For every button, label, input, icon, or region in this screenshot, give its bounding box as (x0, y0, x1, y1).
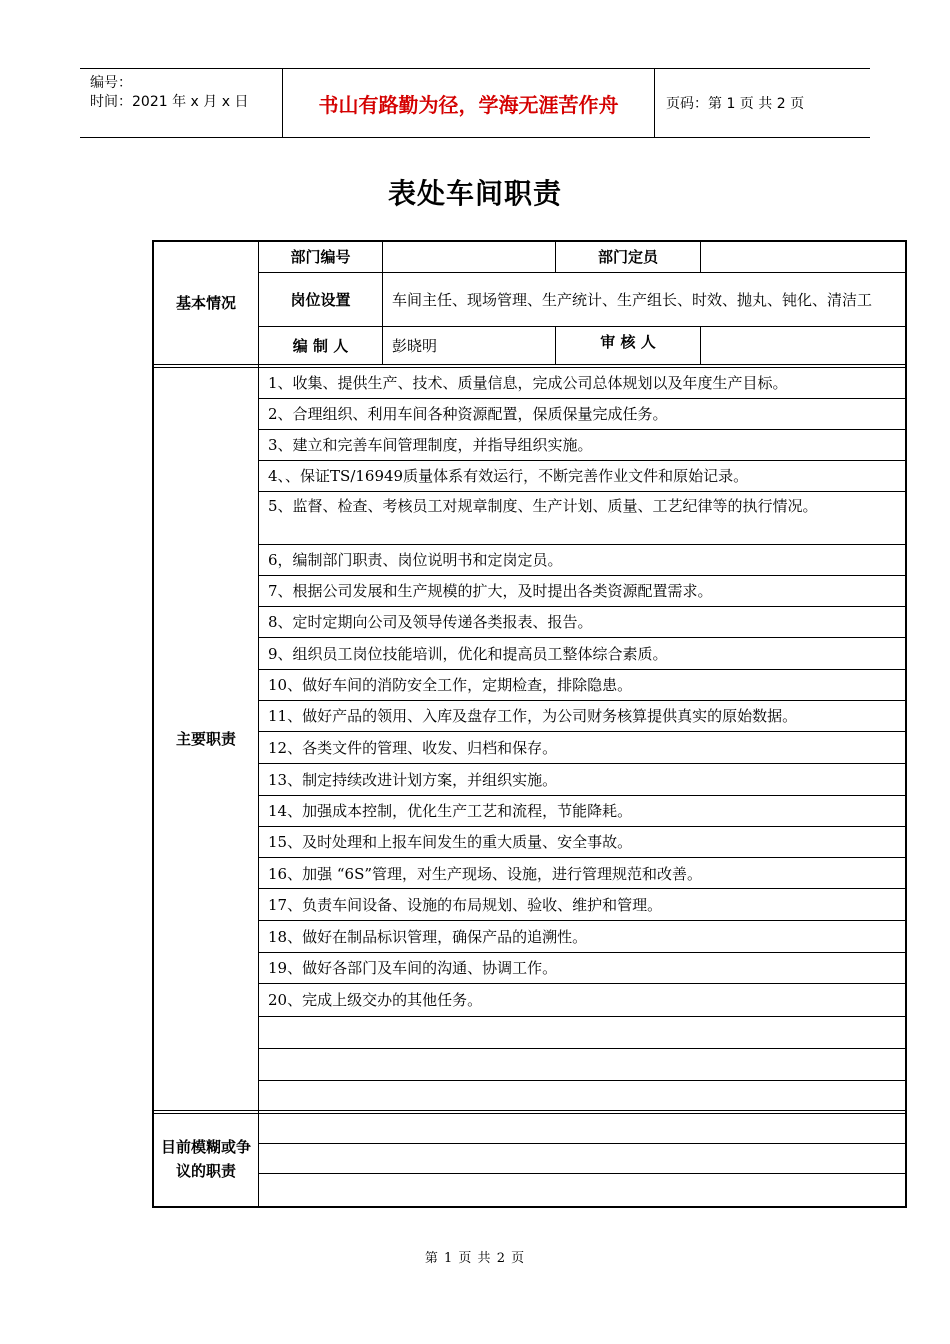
dept-staff-label: 部门定员 (597, 248, 658, 266)
basic-section-label: 基本情况 (175, 294, 236, 312)
duty-item: 15、及时处理和上报车间发生的重大质量、安全事故。 (268, 833, 633, 851)
dept-no-value (392, 242, 552, 272)
row-line (259, 952, 905, 953)
row-line (259, 398, 905, 399)
duty-item: 16、加强 “6S”管理，对生产现场、设施，进行管理规范和改善。 (268, 865, 703, 883)
column-line (700, 242, 701, 273)
duty-item: 6，编制部门职责、岗位说明书和定岗定员。 (268, 551, 563, 569)
header-meta (80, 69, 282, 137)
reviewer-value (708, 327, 898, 364)
document-title: 表处车间职责 (387, 177, 562, 210)
duty-item: 8、定时定期向公司及领导传递各类报表、报告。 (268, 613, 593, 631)
header-page-info: 页码：第 1 页 共 2 页 (666, 96, 805, 112)
duty-form (152, 240, 907, 1208)
row-line (259, 920, 905, 921)
row-line (259, 826, 905, 827)
duty-item: 14、加强成本控制，优化生产工艺和流程，节能降耗。 (268, 802, 633, 820)
section-line (154, 1110, 905, 1111)
section-line (154, 1113, 905, 1114)
row-line (259, 1048, 905, 1049)
section-line (154, 364, 905, 365)
duty-item: 18、做好在制品标识管理，确保产品的追溯性。 (268, 928, 588, 946)
row-line (259, 795, 905, 796)
row-line (259, 460, 905, 461)
duty-item: 13、制定持续改进计划方案，并组织实施。 (268, 771, 558, 789)
row-line (259, 1080, 905, 1081)
row-line (259, 888, 905, 889)
row-line (259, 1173, 905, 1174)
duty-item: 3、建立和完善车间管理制度，并指导组织实施。 (268, 436, 593, 454)
duty-item: 5、监督、检查、考核员工对规章制度、生产计划、质量、工艺纪律等的执行情况。 (268, 497, 818, 515)
duty-item: 4、、保证TS/16949质量体系有效运行，不断完善作业文件和原始记录。 (268, 467, 749, 485)
duty-item: 1、收集、提供生产、技术、质量信息，完成公司总体规划以及年度生产目标。 (268, 374, 788, 392)
row-line (259, 700, 905, 701)
row-line (259, 637, 905, 638)
header-divider (654, 69, 655, 137)
row-line (259, 763, 905, 764)
duty-item: 9、组织员工岗位技能培训，优化和提高员工整体综合素质。 (268, 645, 668, 663)
time-label: 时间：2021 年 x 月 x 日 (90, 94, 249, 110)
row-line (259, 429, 905, 430)
row-line (259, 1016, 905, 1017)
column-line (700, 326, 701, 365)
duty-item: 12、各类文件的管理、收发、归档和保存。 (268, 739, 558, 757)
editor-label: 编 制 人 (292, 336, 349, 355)
ambiguous-section-label: 目前模糊或争议的职责 (160, 1138, 251, 1180)
duty-item: 11、做好产品的领用、入库及盘存工作，为公司财务核算提供真实的原始数据。 (268, 707, 798, 725)
row-line (259, 575, 905, 576)
row-line (259, 544, 905, 545)
dept-no-label: 部门编号 (290, 248, 351, 266)
page-header (80, 68, 870, 138)
number-label: 编号： (90, 75, 132, 91)
position-label: 岗位设置 (290, 290, 351, 309)
duty-item: 10、做好车间的消防安全工作，定期检查，排除隐患。 (268, 676, 633, 694)
reviewer-label: 审 核 人 (600, 333, 656, 351)
editor-value: 彭晓明 (392, 336, 438, 355)
row-line (259, 606, 905, 607)
row-line (259, 491, 905, 492)
section-line (154, 367, 905, 368)
duty-item: 2、合理组织、利用车间各种资源配置，保质保量完成任务。 (268, 405, 668, 423)
row-line (259, 857, 905, 858)
duty-item: 20、完成上级交办的其他任务。 (268, 991, 483, 1009)
header-motto: 书山有路勤为径，学海无涯苦作舟 (318, 92, 619, 117)
column-line (382, 242, 383, 365)
duty-item: 19、做好各部门及车间的沟通、协调工作。 (268, 959, 558, 977)
duty-item: 17、负责车间设备、设施的布局规划、验收、维护和管理。 (268, 896, 663, 914)
duty-item: 7、根据公司发展和生产规模的扩大，及时提出各类资源配置需求。 (268, 582, 713, 600)
position-value: 车间主任、现场管理、生产统计、生产组长、时效、抛丸、钝化、清洁工 (392, 290, 873, 309)
row-line (259, 669, 905, 670)
row-line (259, 1143, 905, 1144)
column-divider (258, 242, 259, 1206)
row-line (259, 731, 905, 732)
duties-section-label: 主要职责 (175, 730, 236, 748)
page-footer: 第 1 页 共 2 页 (424, 1251, 526, 1266)
row-line (259, 983, 905, 984)
dept-staff-value (708, 242, 898, 272)
